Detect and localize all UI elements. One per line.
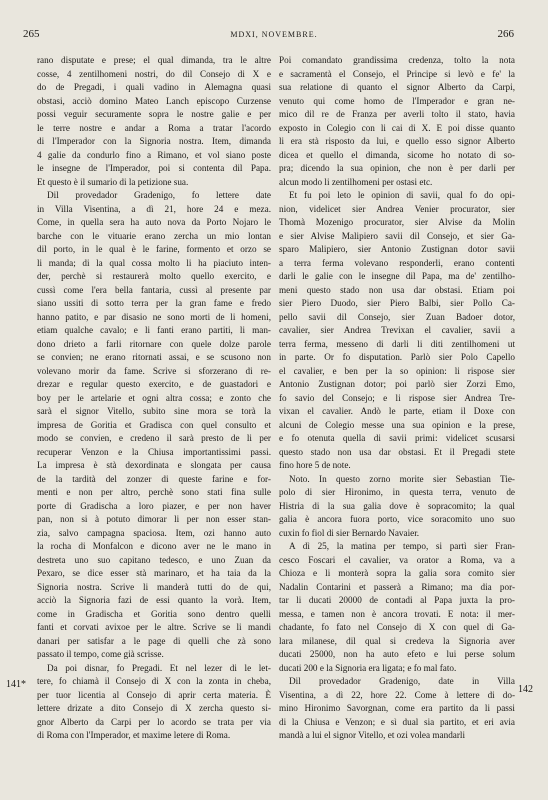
text-line: cuxin fo fiol di sier Bernardo Navaier. [279,527,420,538]
text-line: Thomà Mozenigo procurator, sier Alvise da Molin [279,217,515,227]
page-header [0,28,548,42]
text-line: porte di Gradischa a loro piazer, e per non haver [37,500,271,511]
page-number-left: 265 [23,28,40,40]
text-line: hanno patito, e par disasio ne sono morti de li homeni, [37,311,271,322]
text-line: pello savii dil Consejo, sier Zuan Badoer dotor, [279,311,515,322]
text-line: le terre nostre e andar a Roma a tratar l'acordo [37,122,271,133]
text-line: der, perchè si restaurerà molto quello exercito, e [37,271,271,281]
text-line: chadante, fo fato nel Consejo di X con quel di Ga- [279,622,515,632]
text-line: tar li ducati 20000 de contadi al Papa juxta la pro- [279,595,515,605]
text-line: mandà a lui el signor Vitello, et ozi volea mandarli [279,730,466,740]
text-line: in Villa Visentina, a dì 21, hore 24 e meza. [37,203,271,214]
text-line: etiam qualche cavalo; e li fanti erano partiti, li man- [37,325,271,335]
text-line: 4 galie da condurlo fino a Rimano, et vol siano poste [37,149,271,160]
text-line: di l'Imperador con la Signoria nostra. Item, dimanda [37,136,271,146]
text-line: pra; dicendo la sua opinion, che non è per darli per [279,163,515,173]
text-line: li era stà risposto da lui, e quello esso signor Alberto [279,136,515,146]
text-line: venuto qui come homo de l'Imperador e gran ne- [279,95,515,106]
text-line: di Roma con l'Imperador, et maxime letere di Roma. [37,730,231,740]
text-line: acciò la Signoria fazi de essi quanto la vorà. Item, [37,595,271,605]
text-line: sparo Malipiero, sier Antonio Zustignan dotor savii [279,244,515,254]
text-line: Dil provedador Gradenigo, date in Villa [289,676,515,686]
text-line: sua relatione di quanto el signor Alberto da Carpi, [279,82,515,92]
text-line: pan, non si à potuto dimorar li per non esser stan- [37,514,271,524]
text-line: vixan el cavalier. Andò le parte, etiam il Doxe con [279,406,515,416]
right-column [279,54,515,743]
text-line: come in Gradischa et Goritia sono dentro quelli [37,608,271,619]
text-line: e fo otenuta quella di savii primi: videlicet scusarsi [279,433,515,443]
text-line: Pexaro, se dice esser stà marinaro, et ha taia da la [37,568,271,578]
margin-number-right: 142 [518,684,533,695]
text-line: li manda; di la qual cossa molto li ha piaciuto inten- [37,257,271,268]
text-line: mino Hironimo Savorgnan, come era partito da li passi [279,703,515,713]
text-line: cesco Foscari el cavalier, va orator a Roma, va a [279,554,515,565]
text-line: polo di sier Hironimo, in questa terra, venuto de [279,487,515,497]
text-line: cosse, 4 zentilhomeni nostri, do dil Consejo di X e [37,68,271,79]
text-line: barche con le vituarie erano zercha un mio lontan [37,230,271,241]
text-line: in parte. Or fo disputation. Parlò sier Polo Capello [279,352,515,362]
text-line: questo stado non usa dar obstasi. Et il Pregadi stete [279,446,515,457]
text-line: fo savio del Consejo; e li rispose sier Andrea Tre- [279,392,515,403]
text-line: siano ussiti di sotto terra per la gran fame e fredo [37,298,271,308]
text-line: volevano morir da fame. Scrive si sforzerano di re- [37,365,271,376]
text-line: Da poi disnar, fo Pregadi. Et nel lezer di le let- [47,662,271,673]
text-line: destreta uno suo capitano tedesco, e uno Zuan da [37,554,271,565]
text-line: dono drieto a farli ritornare con quele dolze parole [37,338,271,349]
text-line: impresa de Goritia et Gradisca con quel consulto et [37,419,271,430]
text-line: recuperar Venzon e la Chiusa importantissimi passi. [37,446,271,457]
text-line: cussì come l'era bella fantaria, cussì al presente par [37,284,271,295]
text-line: Signoria nostra. Scrive li manderà tutti do de qui, [37,581,271,592]
text-line: Dil provedador Gradenigo, fo lettere date [47,190,271,200]
text-line: lettere drizate a dito Consejo di X zercha questo si- [37,703,271,713]
text-line: gnor Alberto da Carpi per lo acordo se trata per via [37,716,271,727]
text-line: Et questo è il sumario di la petizione sua. [37,176,189,187]
text-line: meni questo stado non usa dar obstasi. Etiam poi [279,284,515,295]
text-line: de la tardità del zonzer di queste farine e for- [37,473,271,484]
text-line: Visentina, a dì 22, hore 22. Come à lettere di do- [279,689,515,700]
text-line: mico dil re de Franza per averli tolto il stato, havia [279,109,515,119]
text-line: Et fu poi leto le opinion di savii, qual fo do opi- [289,190,515,200]
text-line: la rocha di Monfalcon e dicono aver ne le mano in [37,541,271,551]
running-title: MDXI, NOVEMBRE. [230,30,318,39]
text-line: fino hore 5 de note. [279,460,351,470]
text-line: menti e non per altro, perchè sono stati fina sulle [37,487,271,497]
text-line: ducati 200 e la Signoria era ligata; e fo mal fato. [279,662,457,673]
text-line: Noto. In questo zorno morite sier Sebastian Tie- [289,473,515,484]
text-line: Poi comandato grandissima credenza, tolto la nota [279,55,515,65]
text-line: A dì 25, la matina per tempo, si partì sier Fran- [289,541,515,551]
text-line: modo se convien, e credeno il sarà presto de li per [37,433,271,443]
text-line: Antonio Zustignan dotor; poi parlò sier Zorzi Emo, [279,379,515,389]
text-line: cavalier, sier Andrea Trevixan el cavalier, savii a [279,325,515,335]
text-line: galia è ancora fuora porto, vice soracomito uno suo [279,514,515,524]
text-line: dil porto, in le qual è le farine, formento et orzo se [37,244,271,254]
text-line: ducati 25000, non ha auto efeto e lui perse solum [279,649,515,659]
text-line: sarà el signor Vitello, subito sine mora se torà la [37,406,271,416]
text-line: do de Pregadi, i quali vadino in Alemagna quasi [37,82,271,92]
text-line: Come, in quella sera ha auto nova da Porto Nojaro le [37,217,271,227]
text-line: obstasi, acciò domino Mateo Lanch episcopo Curzense [37,95,271,106]
text-line: Nadalin Contarini et passerà a Rimano; ma dia por- [279,581,515,592]
text-line: rano disputate e prese; el qual dimanda, tra le altre [37,55,271,65]
text-line: lara milanese, dil qual si credeva la Signoria aver [279,635,515,646]
text-line: alcuni de Colegio messe una sua opinion e la prese, [279,419,515,430]
text-line: boy per le artelarie et ogni altra cossa; e zonto che [37,392,271,403]
text-line: alcun modo li zentilhomeni per ostasi etc. [279,176,433,187]
text-line: drezar e regular questo exercito, e de guastadori e [37,379,271,389]
page-number-right: 266 [497,28,514,40]
text-line: exposto in Colegio con li cai di X. E poi disse quanto [279,122,515,133]
text-line: darli le galie con le insegne dil Papa, ma de' zentilho- [279,271,515,281]
text-line: e sacramentà el Consejo, el Principe si levò e fe' la [279,68,515,79]
text-line: fanti et corvati avixoe per le altre. Scrive se li mandi [37,622,271,632]
text-line: possi veguir securamente sopra le nostre galie e per [37,109,271,119]
text-line: a terra ferma volevano responderli, erano contenti [279,257,515,268]
text-line: dicea et quello el dimanda, sicome ho notato di so- [279,149,515,160]
text-line: Histria di la sua galia dove è sopracomito; la qual [279,500,515,511]
text-line: Chioza e li monterà sopra la galia sora comito sier [279,568,515,578]
text-line: terra ferma, messeno di darli li diti zentilhomeni ut [279,338,515,349]
text-line: messa, e tamen non è ancora trovati. E nota: il mer- [279,608,515,619]
left-column [37,54,271,743]
text-line: La impresa è stà dexordinata e slongata per causa [37,460,271,470]
text-line: se convien; ne erano ritornati assai, e se scusono non [37,352,271,362]
margin-number-left: 141* [6,679,26,690]
text-line: le insegne de l'Imperador, poi si contenta dil Papa. [37,163,271,173]
text-line: di la Chiusa e Venzon; e sì dual sia partito, et eri avia [279,716,515,727]
text-line: el cavalier, e ben per la so opinion: li rispose sier [279,365,515,376]
text-line: e sier Alvise Malipiero savii dil Consejo, et sier Ga- [279,230,515,241]
text-line: tere, fo chiamà il Consejo di X con la zonta in cheba, [37,676,271,686]
text-line: per tuor licentia al Consejo di aprir certa materia. È [37,689,271,700]
text-line: nion, videlicet sier Andrea Venier procurator, sier [279,203,515,214]
text-line: sier Piero Duodo, sier Piero Balbi, sier Pollo Ca- [279,298,515,308]
text-line: passato il tempo, come già scrisse. [37,649,164,659]
text-line: zia, salvo campagna spaciosa. Item, ozi hanno auto [37,527,271,538]
text-line: danari per satisfar a le page di quelli che zà sono [37,635,271,646]
